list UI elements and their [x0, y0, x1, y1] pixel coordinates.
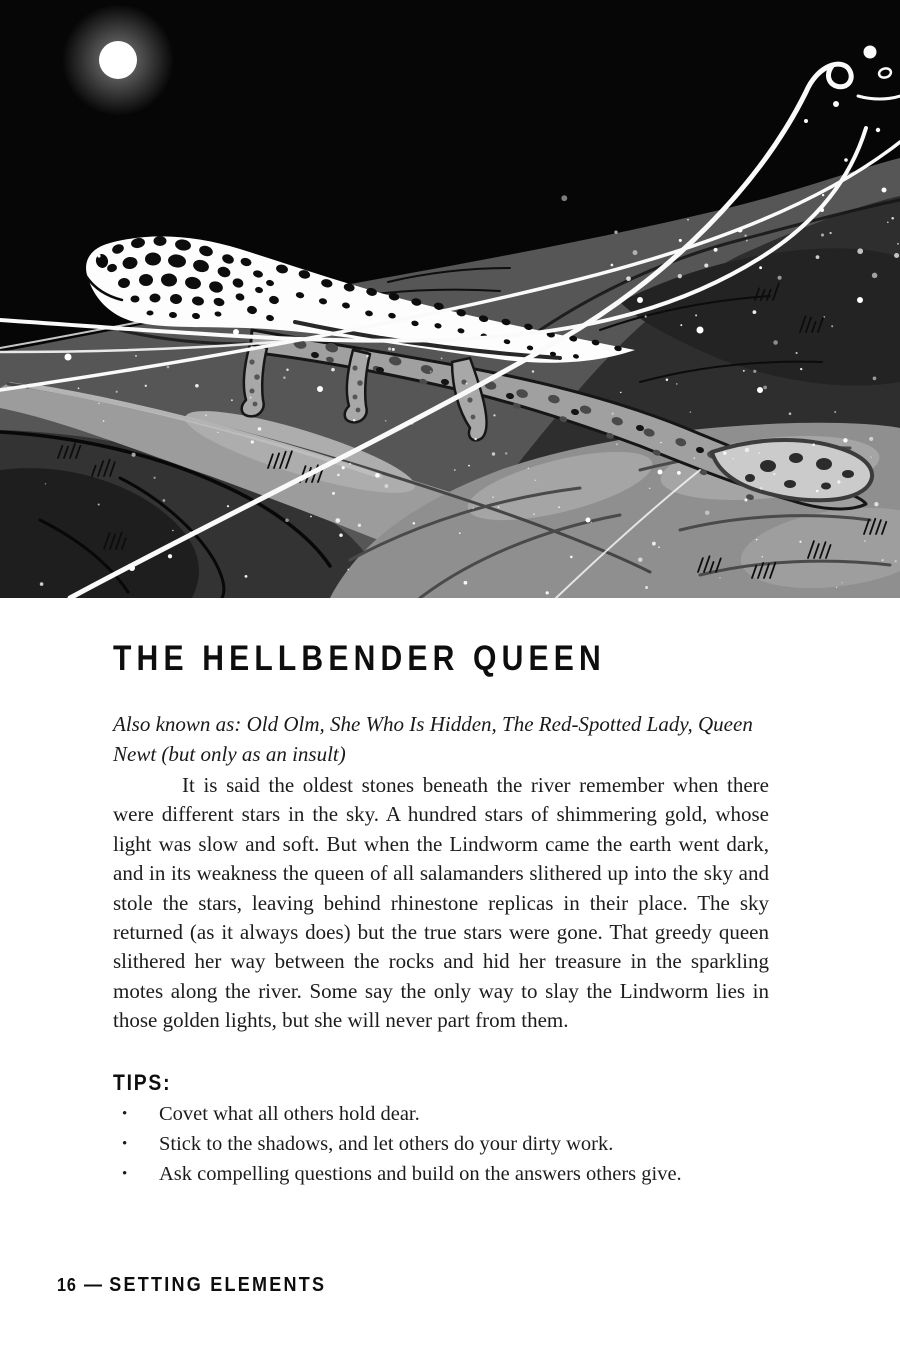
bullet-icon: • [122, 1105, 128, 1122]
body-paragraph: It is said the oldest stones beneath the river remember when there were different stars in the sky. A hundred stars of shimmering gold, whose light was slow and soft. But when the Lindworm came the earth went dark, and in its weakness the queen of all salamanders slithered up into the sky and stole the stars, leaving behind rhinestone replicas in their place. The sky returned (as it always does) but the true stars were gone. That greedy queen slithered her way between the rocks and hid her treasure in the sparkling motes along the river. Some say the only way to slay the Lindworm lies in those golden lights, but she will never part from them. [113, 773, 769, 1033]
tips-item [113, 1099, 788, 1129]
bullet-icon: • [122, 1135, 128, 1152]
page-title: THE HELLBENDER QUEEN [113, 639, 606, 678]
footer-separator: — [84, 1274, 103, 1296]
page-content [0, 641, 900, 1189]
footer-section: SETTING ELEMENTS [109, 1274, 327, 1296]
tips-heading: TIPS: [113, 1069, 172, 1095]
hellbender-illustration [0, 0, 900, 598]
tips-item [113, 1159, 788, 1189]
page-number: 16 [57, 1275, 77, 1295]
tips-item [113, 1129, 788, 1159]
tips-item-text: Covet what all others hold dear. [159, 1102, 420, 1125]
tips-item-text: Stick to the shadows, and let others do your dirty work. [159, 1132, 614, 1155]
tips-list [113, 1099, 788, 1189]
tips-item-text: Ask compelling questions and build on the answers others give. [159, 1162, 682, 1185]
moon-icon [62, 4, 174, 116]
bullet-icon: • [122, 1165, 128, 1182]
also-known-as: Also known as: Old Olm, She Who Is Hidden, The Red-Spotted Lady, Queen Newt (but only as an insult) [113, 712, 753, 766]
page-footer [57, 1274, 326, 1297]
